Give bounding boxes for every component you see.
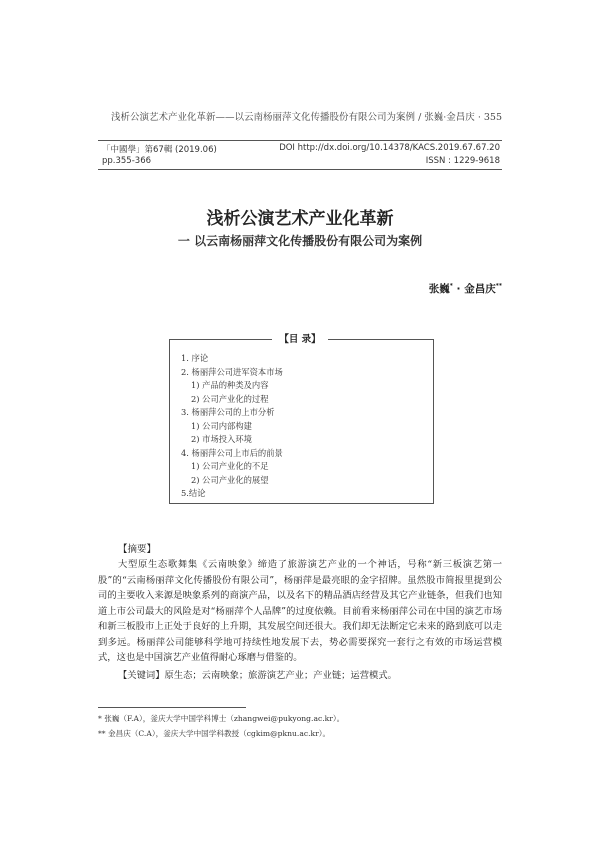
abstract-heading: 【摘要】 xyxy=(118,544,157,555)
abstract-body: 大型原生态歌舞集《云南映象》缔造了旅游演艺产业的一个神话，号称“新三板演艺第一股”的“云南杨丽萍文化传播股份有限公司”，杨丽萍是最亮眼的金字招牌。虽然股市简报里提到公司的主要收入来源是映象系列的商演产品，以及名下的精品酒店经营及其它产业链条，但我们也知道上市公司最大的风险是对“杨丽萍个人品牌”的过度依赖。目前看来杨丽萍公司在中国的演艺市场和新三板股市上正处于良好的上升期，其发展空间还很大。我们却无法断定它未来的路到底可以走到多远。杨丽萍公司能够科学地可持续性地发展下去，势必需要探究一套行之有效的市场运营模式，这也是中国演艺产业值得耐心琢磨与借鉴的。 xyxy=(98,559,502,663)
author-1: 张巍 xyxy=(428,283,450,295)
journal-volume: 「中國學」第67輯 (2019.06) xyxy=(102,145,217,155)
toc-subitem[interactable]: 2) 市场投入环境 xyxy=(191,434,252,444)
running-header: 浅析公演艺术产业化革新——以云南杨丽萍文化传播股份有限公司为案例 / 张巍·金昌庆 · 355 xyxy=(111,112,502,123)
meta-bottom-rule xyxy=(98,169,502,170)
toc-subitem[interactable]: 1) 公司内部构建 xyxy=(191,420,252,431)
meta-top-rule xyxy=(98,140,502,141)
author-line xyxy=(429,281,502,296)
toc-subitem[interactable]: 1) 产品的种类及内容 xyxy=(191,380,269,390)
toc-list xyxy=(181,352,283,501)
author-1-mark: * xyxy=(449,282,453,290)
author-separator: · xyxy=(452,283,465,295)
toc-item[interactable]: 2. 杨丽萍公司进军资本市场 xyxy=(181,366,283,377)
toc-item[interactable]: 3. 杨丽萍公司的上市分析 xyxy=(181,407,275,417)
toc-item[interactable]: 4. 杨丽萍公司上市后的前景 xyxy=(181,447,283,458)
toc-heading: 【目 录】 xyxy=(0,331,600,345)
keywords: 【关键词】原生态；云南映象；旅游演艺产业；产业链；运营模式。 xyxy=(118,670,397,681)
author-2-mark: ** xyxy=(495,282,502,290)
toc-subitem[interactable]: 1) 公司产业化的不足 xyxy=(191,461,269,471)
footnote-2: ** 金昌庆（C.A），釜庆大学中国学科教授（cgkim@pknu.ac.kr）。 xyxy=(98,729,331,738)
author-2: 金昌庆 xyxy=(464,283,496,295)
toc-item[interactable]: 1. 序论 xyxy=(181,353,209,363)
footnote-rule xyxy=(98,707,246,708)
paper-title: 浅析公演艺术产业化革新 xyxy=(206,209,394,229)
footnote-1: * 张巍（F.A），釜庆大学中国学科博士（zhangwei@pukyong.ac.kr）。 xyxy=(98,714,345,723)
toc-item[interactable]: 5.结论 xyxy=(181,488,206,498)
issn: ISSN : 1229-9618 xyxy=(425,156,500,166)
toc-subitem[interactable]: 2) 公司产业化的过程 xyxy=(191,393,269,404)
doi[interactable]: DOI http://dx.doi.org/10.14378/KACS.2019.67.67.20 xyxy=(279,143,500,153)
paper-subtitle: 一 以云南杨丽萍文化传播股份有限公司为案例 xyxy=(177,234,423,248)
toc-subitem[interactable]: 2) 公司产业化的展望 xyxy=(191,474,269,485)
page-range: pp.355-366 xyxy=(102,156,152,166)
